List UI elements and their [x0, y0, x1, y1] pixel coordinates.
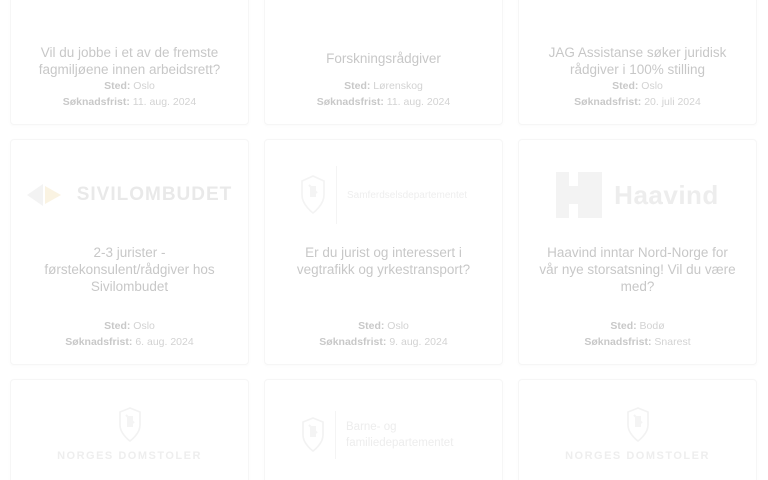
job-deadline	[25, 334, 234, 350]
logo-divider	[335, 411, 336, 459]
norwegian-coat-of-arms-icon	[118, 407, 142, 443]
employer-logo	[533, 396, 742, 474]
job-card[interactable]	[10, 0, 249, 125]
place-label: Sted:	[344, 80, 371, 92]
deadline-label: Søknadsfrist:	[316, 96, 384, 108]
deadline-value: Snarest	[654, 336, 691, 348]
job-title: Vil du jobbe i et av de fremste fagmiljøene innen arbeidsrett?	[38, 45, 221, 77]
job-card[interactable]	[264, 379, 503, 480]
logo-divider	[336, 166, 337, 224]
place-value: Bodø	[639, 320, 665, 332]
employer-logo-placeholder	[25, 0, 234, 34]
job-deadline	[533, 94, 742, 110]
haavind-wordmark: Haavind	[614, 179, 719, 210]
deadline-label: Søknadsfrist:	[574, 96, 642, 108]
place-label: Sted:	[104, 320, 131, 332]
place-value: Lørenskog	[373, 80, 423, 92]
job-card[interactable]	[10, 139, 249, 365]
place-label: Sted:	[612, 80, 639, 92]
place-value: Oslo	[133, 320, 155, 332]
employer-logo-placeholder	[533, 0, 742, 34]
barne-og-familiedepartementet-wordmark: Barne- og familiedepartementet	[346, 421, 454, 449]
job-card[interactable]	[10, 379, 249, 480]
deadline-label: Søknadsfrist:	[65, 336, 133, 348]
job-place	[25, 318, 234, 334]
job-title: Forskningsrådgiver	[326, 51, 441, 66]
job-meta	[533, 78, 742, 110]
norwegian-coat-of-arms-icon	[626, 407, 650, 443]
job-title: 2-3 jurister - førstekonsulent/rådgiver hos Sivilombudet	[44, 245, 215, 294]
job-title: Er du jurist og interessert i vegtrafikk og yrkestransport?	[296, 245, 471, 277]
employer-logo	[25, 156, 234, 234]
job-card-grid	[10, 0, 758, 480]
job-meta	[279, 318, 488, 350]
norwegian-coat-of-arms-icon	[301, 417, 325, 453]
job-card[interactable]	[518, 139, 757, 365]
deadline-label: Søknadsfrist:	[62, 96, 130, 108]
job-place	[279, 318, 488, 334]
job-card[interactable]	[264, 139, 503, 365]
job-place	[279, 78, 488, 94]
job-meta	[25, 78, 234, 110]
job-deadline	[533, 334, 742, 350]
employer-logo	[533, 156, 742, 234]
job-card[interactable]	[518, 379, 757, 480]
place-value: Oslo	[387, 320, 409, 332]
deadline-label: Søknadsfrist:	[584, 336, 652, 348]
norges-domstoler-wordmark: NORGES DOMSTOLER	[57, 449, 202, 462]
employer-logo	[279, 156, 488, 234]
norwegian-coat-of-arms-icon	[300, 175, 326, 215]
deadline-value: 11. aug. 2024	[132, 96, 197, 108]
place-label: Sted:	[358, 320, 385, 332]
job-title: JAG Assistanse søker juridisk rådgiver i 100% stilling	[548, 45, 727, 77]
job-deadline	[279, 94, 488, 110]
job-place	[25, 78, 234, 94]
employer-logo	[279, 396, 488, 474]
sivilombudet-wordmark: SIVILOMBUDET	[76, 184, 233, 205]
job-place	[533, 318, 742, 334]
haavind-mark-icon	[556, 172, 602, 218]
place-value: Oslo	[133, 80, 155, 92]
deadline-value: 20. juli 2024	[644, 96, 701, 108]
norges-domstoler-wordmark: NORGES DOMSTOLER	[565, 449, 710, 462]
deadline-label: Søknadsfrist:	[319, 336, 387, 348]
employer-logo-placeholder	[279, 0, 488, 40]
samferdselsdepartementet-wordmark: Samferdselsdepartementet	[347, 189, 468, 201]
job-meta	[533, 318, 742, 350]
place-value: Oslo	[641, 80, 663, 92]
place-label: Sted:	[104, 80, 131, 92]
employer-logo	[25, 396, 234, 474]
job-meta	[279, 78, 488, 110]
job-card[interactable]	[518, 0, 757, 125]
job-meta	[25, 318, 234, 350]
deadline-value: 9. aug. 2024	[389, 336, 448, 348]
job-card[interactable]	[264, 0, 503, 125]
deadline-value: 11. aug. 2024	[386, 96, 451, 108]
job-deadline	[25, 94, 234, 110]
sivilombudet-mark-icon	[27, 182, 67, 208]
deadline-value: 6. aug. 2024	[135, 336, 194, 348]
job-place	[533, 78, 742, 94]
job-deadline	[279, 334, 488, 350]
job-title: Haavind inntar Nord-Norge for vår nye storsatsning! Vil du være med?	[539, 245, 736, 294]
place-label: Sted:	[610, 320, 637, 332]
